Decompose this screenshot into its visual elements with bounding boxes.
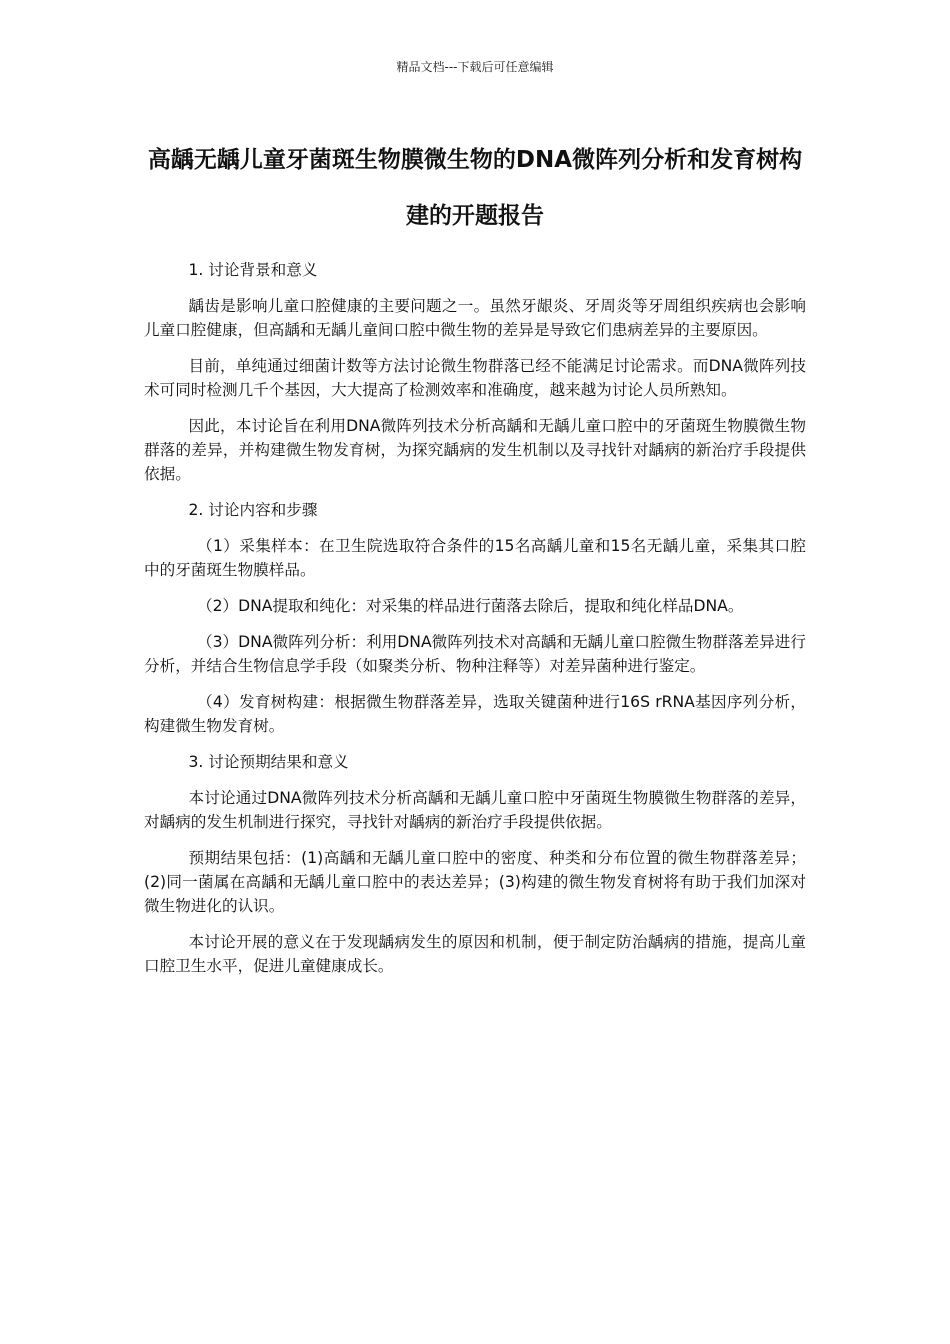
step-item: （1）采集样本：在卫生院选取符合条件的15名高龋儿童和15名无龋儿童，采集其口腔中的牙菌斑生物膜样品。	[144, 537, 806, 579]
document-title: 高龋无龋儿童牙菌斑生物膜微生物的DNA微阵列分析和发育树构建的开题报告	[147, 147, 803, 229]
paragraph: 本讨论通过DNA微阵列技术分析高龋和无龋儿童口腔中牙菌斑生物膜微生物群落的差异，对龋病的发生机制进行探究，寻找针对龋病的新治疗手段提供依据。	[144, 789, 806, 831]
paragraph: 龋齿是影响儿童口腔健康的主要问题之一。虽然牙龈炎、牙周炎等牙周组织疾病也会影响儿童口腔健康，但高龋和无龋儿童间口腔中微生物的差异是导致它们患病差异的主要原因。	[144, 297, 806, 339]
page-header: 精品文档---下载后可任意编辑	[396, 60, 554, 74]
paragraph: 预期结果包括：(1)高龋和无龋儿童口腔中的密度、种类和分布位置的微生物群落差异；(2)同一菌属在高龋和无龋儿童口腔中的表达差异；(3)构建的微生物发育树将有助于我们加深对微生物进化的认识。	[144, 849, 806, 915]
paragraph: 目前，单纯通过细菌计数等方法讨论微生物群落已经不能满足讨论需求。而DNA微阵列技术可同时检测几千个基因，大大提高了检测效率和准确度，越来越为讨论人员所熟知。	[144, 357, 806, 399]
step-item: （4）发育树构建：根据微生物群落差异，选取关键菌种进行16S rRNA基因序列分析，构建微生物发育树。	[144, 693, 806, 735]
section-heading-content-steps: 2. 讨论内容和步骤	[188, 501, 318, 519]
paragraph: 因此，本讨论旨在利用DNA微阵列技术分析高龋和无龋儿童口腔中的牙菌斑生物膜微生物群落的差异，并构建微生物发育树，为探究龋病的发生机制以及寻找针对龋病的新治疗手段提供依据。	[144, 417, 806, 483]
step-item: （2）DNA提取和纯化：对采集的样品进行菌落去除后，提取和纯化样品DNA。	[197, 597, 744, 615]
step-item: （3）DNA微阵列分析：利用DNA微阵列技术对高龋和无龋儿童口腔微生物群落差异进行分析，并结合生物信息学手段（如聚类分析、物种注释等）对差异菌种进行鉴定。	[144, 633, 806, 675]
document-body	[144, 258, 806, 990]
section-heading-background: 1. 讨论背景和意义	[188, 261, 318, 279]
paragraph: 本讨论开展的意义在于发现龋病发生的原因和机制，便于制定防治龋病的措施，提高儿童口腔卫生水平，促进儿童健康成长。	[144, 933, 806, 975]
section-heading-expected-results: 3. 讨论预期结果和意义	[188, 753, 349, 771]
